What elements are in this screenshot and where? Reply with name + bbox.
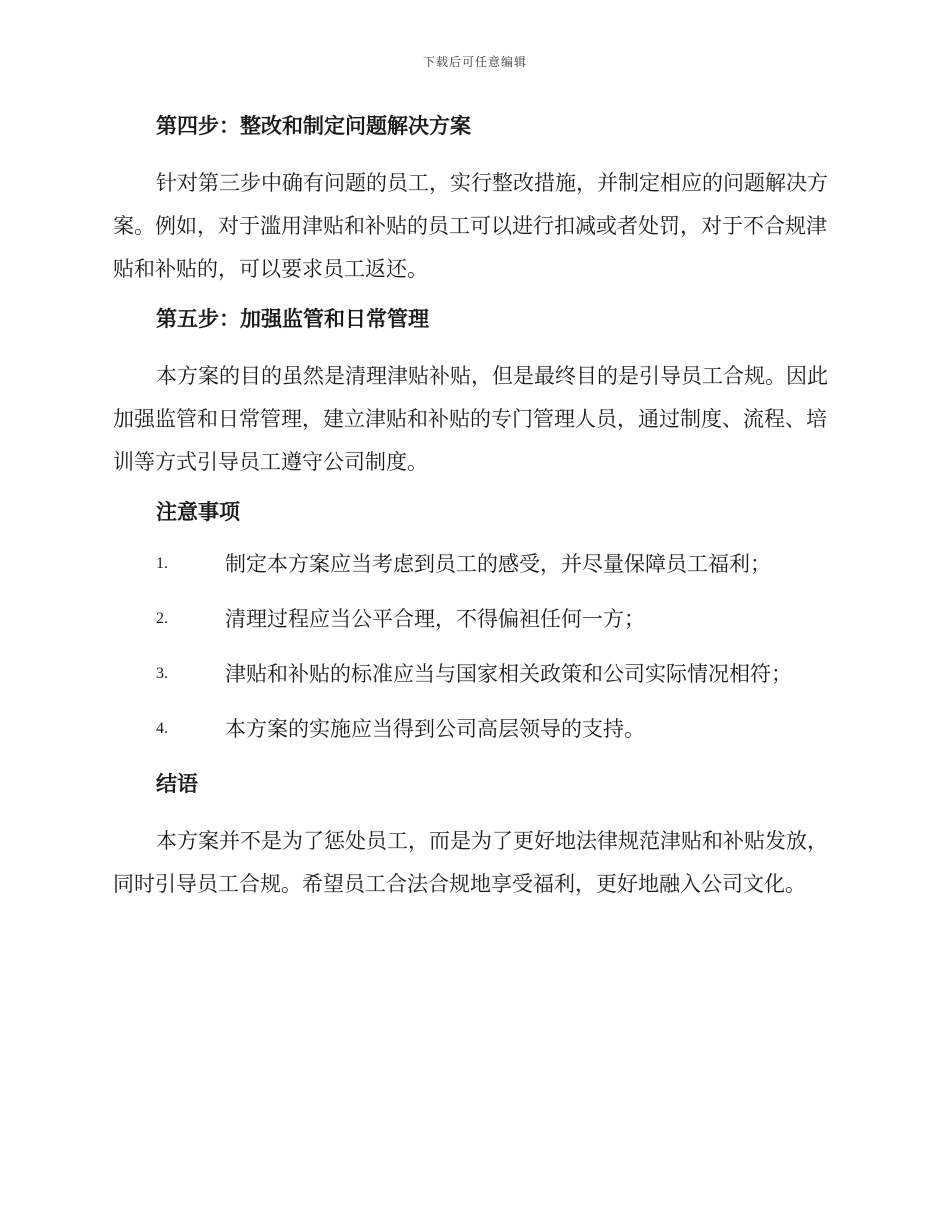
list-text: 本方案的实施应当得到公司高层领导的支持。 — [225, 717, 645, 741]
list-item — [113, 603, 833, 635]
notes-heading: 注意事项 — [156, 499, 240, 524]
step4-heading: 第四步：整改和制定问题解决方案 — [156, 113, 471, 138]
list-text: 制定本方案应当考虑到员工的感受，并尽量保障员工福利； — [225, 552, 771, 576]
step5-heading: 第五步：加强监管和日常管理 — [156, 306, 429, 331]
list-number: 4. — [156, 720, 168, 737]
list-number: 2. — [156, 610, 168, 627]
list-number: 1. — [156, 555, 168, 572]
list-text: 清理过程应当公平合理，不得偏袒任何一方； — [225, 607, 645, 631]
document-body — [113, 110, 833, 918]
step5-paragraph: 本方案的目的虽然是清理津贴补贴，但是最终目的是引导员工合规。因此加强监管和日常管理，建立津贴和补贴的专门管理人员，通过制度、流程、培训等方式引导员工遵守公司制度。 — [113, 364, 828, 474]
page-header: 下载后可任意编辑 — [422, 55, 527, 69]
list-item — [113, 713, 833, 745]
list-item — [113, 658, 833, 690]
step4-paragraph: 针对第三步中确有问题的员工，实行整改措施，并制定相应的问题解决方案。例如，对于滥用津贴和补贴的员工可以进行扣减或者处罚，对于不合规津贴和补贴的，可以要求员工返还。 — [113, 171, 828, 281]
list-item — [113, 548, 833, 580]
conclusion-paragraph: 本方案并不是为了惩处员工，而是为了更好地法律规范津贴和补贴发放，同时引导员工合规。希望员工合法合规地享受福利，更好地融入公司文化。 — [113, 829, 828, 896]
list-number: 3. — [156, 665, 168, 682]
conclusion-heading: 结语 — [156, 771, 198, 796]
list-text: 津贴和补贴的标准应当与国家相关政策和公司实际情况相符； — [225, 662, 792, 686]
